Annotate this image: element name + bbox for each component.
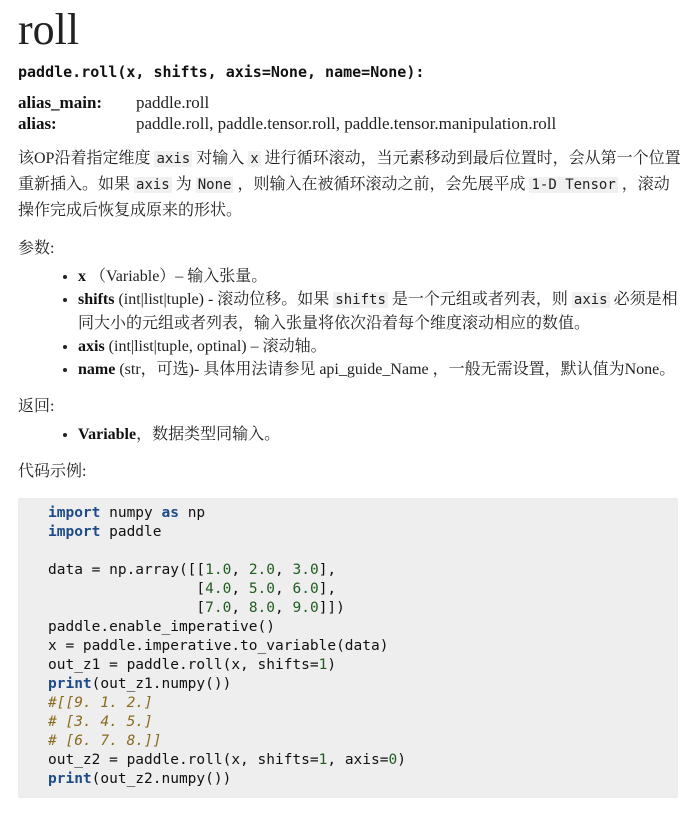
code-number: 1 — [318, 657, 328, 673]
code-number: 2.0 — [248, 562, 276, 578]
code-text: (out_z2.numpy()) — [91, 771, 232, 787]
code-line — [48, 675, 678, 694]
desc-text: 进行循环滚动，当元素移动到最后位置时，会从第一个位置重新插入。如果 — [18, 150, 681, 193]
code-keyword: import — [48, 524, 101, 540]
alias-main-value: paddle.roll — [136, 93, 210, 112]
code-text: numpy — [100, 505, 162, 521]
page-title: roll — [18, 5, 80, 54]
return-name: Variable — [78, 426, 137, 443]
code-text: ) — [397, 752, 406, 768]
alias-row-main — [18, 92, 682, 113]
return-text: ，数据类型同输入。 — [136, 426, 281, 443]
return-item — [78, 423, 682, 446]
code-text: , — [275, 581, 293, 597]
code-number: 0 — [388, 752, 398, 768]
desc-code-1d-tensor: 1-D Tensor — [531, 177, 616, 193]
alias-value: paddle.roll, paddle.tensor.roll, paddle.tensor.manipulation.roll — [136, 114, 557, 133]
code-text: , — [231, 581, 249, 597]
code-number: 8.0 — [248, 600, 276, 616]
code-line — [48, 561, 678, 580]
alias-main-key: alias_main: — [18, 93, 103, 112]
params-list — [18, 265, 682, 381]
code-text: x = paddle.imperative.to_variable(data) — [48, 638, 389, 654]
code-text: ], — [318, 581, 337, 597]
param-name: axis — [78, 338, 105, 355]
param-code-axis: axis — [573, 292, 608, 308]
param-name: name — [78, 361, 116, 378]
param-name: shifts — [78, 291, 115, 308]
returns-list — [18, 423, 682, 446]
code-text: ) — [327, 657, 337, 673]
function-signature: paddle.roll(x, shifts, axis=None, name=None): — [18, 63, 425, 81]
param-text: （Variable）– 输入张量。 — [86, 268, 268, 285]
code-text: ], — [318, 562, 337, 578]
description — [18, 146, 682, 223]
code-text: , — [275, 600, 293, 616]
code-keyword: import — [48, 505, 101, 521]
code-text: paddle.enable_imperative() — [48, 619, 275, 635]
code-number: 6.0 — [292, 581, 319, 597]
param-text: (str，可选)- 具体用法请参见 api_guide_Name ，一般无需设置，默认值为None。 — [115, 361, 676, 378]
desc-code-axis: axis — [156, 151, 191, 167]
code-number: 3.0 — [292, 562, 319, 578]
code-text: , axis= — [327, 752, 389, 768]
code-text: out_z2 = paddle.roll(x, shifts= — [48, 752, 319, 768]
code-comment: #[[9. 1. 2.] — [48, 695, 153, 711]
code-blank-line — [48, 542, 678, 561]
code-keyword: print — [48, 771, 92, 787]
desc-text: 对输入 — [192, 150, 249, 167]
doc-page — [18, 0, 682, 798]
desc-text: 该OP沿着指定维度 — [18, 150, 155, 167]
code-number: 1.0 — [205, 562, 232, 578]
code-text: , — [275, 562, 293, 578]
code-text: [ — [48, 581, 206, 597]
code-text: out_z1 = paddle.roll(x, shifts= — [48, 657, 319, 673]
code-comment: # [6. 7. 8.]] — [48, 733, 162, 749]
desc-code-x: x — [250, 151, 259, 167]
code-number: 1 — [318, 752, 328, 768]
code-line — [48, 504, 678, 523]
param-item-axis — [78, 335, 682, 358]
code-text: [ — [48, 600, 206, 616]
code-text: paddle — [100, 524, 162, 540]
param-item-x — [78, 265, 682, 288]
code-line — [48, 751, 678, 770]
desc-code-axis: axis — [136, 177, 170, 193]
param-item-shifts — [78, 288, 682, 335]
desc-text: ，滚动操作完成后恢复成原来的形状。 — [18, 176, 670, 219]
code-line — [48, 580, 678, 599]
code-keyword: as — [161, 505, 179, 521]
param-text: (int|list|tuple, optinal) – 滚动轴。 — [104, 338, 327, 355]
code-text: np — [178, 505, 206, 521]
code-number: 4.0 — [205, 581, 232, 597]
code-line — [48, 523, 678, 542]
code-example[interactable] — [18, 498, 678, 798]
param-text: 是一个元组或者列表，则 — [387, 291, 572, 308]
code-line — [48, 637, 678, 656]
code-line — [48, 770, 678, 789]
example-label: 代码示例: — [18, 463, 87, 480]
code-text: , — [231, 600, 249, 616]
param-item-name — [78, 358, 682, 381]
code-text: data = np.array([[ — [48, 562, 206, 578]
desc-text: 为 — [171, 176, 196, 193]
alias-row — [18, 113, 682, 134]
desc-text: ，则输入在被循环滚动之前，会先展平成 — [233, 176, 530, 193]
param-name: x — [78, 268, 86, 285]
alias-table — [18, 92, 682, 134]
code-text: , — [231, 562, 249, 578]
code-text: (out_z1.numpy()) — [91, 676, 232, 692]
code-line — [48, 656, 678, 675]
code-line — [48, 618, 678, 637]
alias-key: alias: — [18, 114, 57, 133]
code-number: 9.0 — [292, 600, 319, 616]
params-label: 参数: — [18, 240, 55, 257]
desc-code-none: None — [197, 177, 232, 193]
code-text: ]]) — [318, 600, 345, 616]
param-code-shifts: shifts — [335, 292, 386, 308]
code-comment: # [3. 4. 5.] — [48, 714, 153, 730]
code-line — [48, 599, 678, 618]
code-number: 7.0 — [205, 600, 232, 616]
param-text: 必须是相同大小的元组或者列表，输入张量将依次沿着每个维度滚动相应的数值。 — [78, 291, 678, 332]
code-keyword: print — [48, 676, 92, 692]
param-text: (int|list|tuple) - 滚动位移。如果 — [114, 291, 334, 308]
returns-label: 返回: — [18, 398, 55, 415]
code-number: 5.0 — [248, 581, 276, 597]
